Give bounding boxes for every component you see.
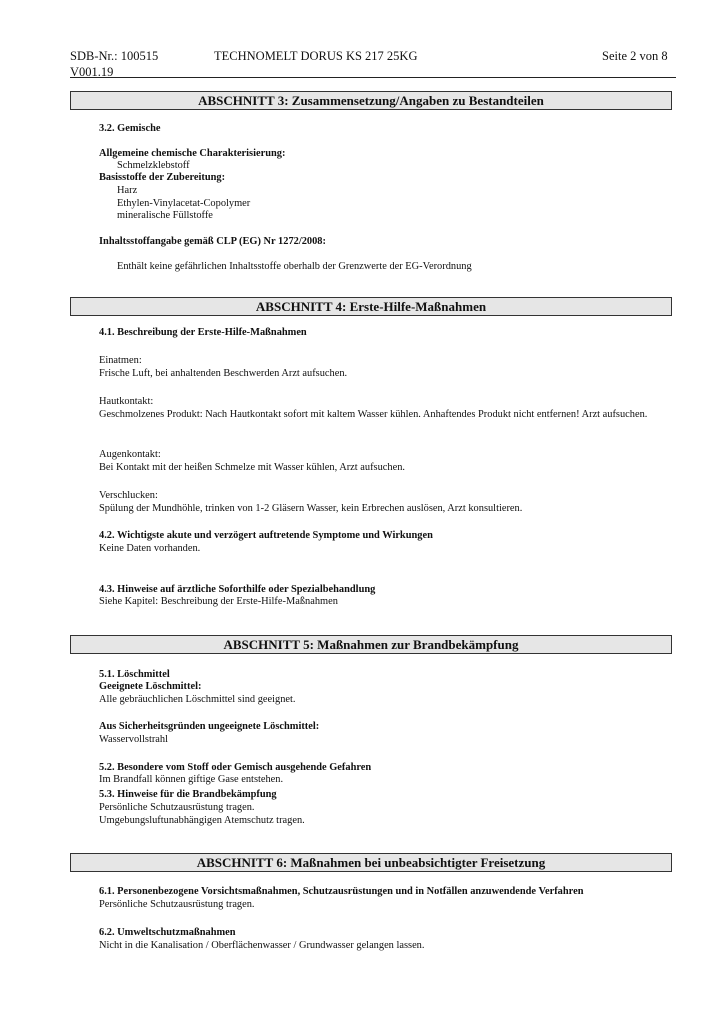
suitable-extinguishing-label: Geeignete Löschmittel: xyxy=(99,681,202,692)
clp-ingredients-label: Inhaltsstoffangabe gemäß CLP (EG) Nr 1272/2008: xyxy=(99,236,326,247)
skin-contact-label: Hautkontakt: xyxy=(99,396,154,407)
base-substances-label: Basisstoffe der Zubereitung: xyxy=(99,172,226,183)
unsuitable-extinguishing-text: Wasservollstrahl xyxy=(99,734,168,745)
doc-version: V001.19 xyxy=(70,65,114,79)
header-rule xyxy=(70,77,676,78)
inhalation-label: Einatmen: xyxy=(99,355,142,366)
medical-attention-text: Siehe Kapitel: Beschreibung der Erste-Hilfe-Maßnahmen xyxy=(99,596,338,607)
subsection-4-1-heading: 4.1. Beschreibung der Erste-Hilfe-Maßnahmen xyxy=(99,327,307,338)
doc-number: SDB-Nr.: 100515 xyxy=(70,49,159,63)
unsuitable-extinguishing-label: Aus Sicherheitsgründen ungeeignete Löschmittel: xyxy=(99,721,320,732)
skin-contact-text: Geschmolzenes Produkt: Nach Hautkontakt sofort mit kaltem Wasser kühlen. Anhaftendes Produkt nicht entfernen! Arzt aufsuchen. xyxy=(99,409,648,420)
ingestion-text: Spülung der Mundhöhle, trinken von 1-2 Gläsern Wasser, kein Erbrechen auslösen, Arzt konsultieren. xyxy=(99,503,523,514)
firefighting-advice-text-2: Umgebungsluftunabhängigen Atemschutz tragen. xyxy=(99,815,305,826)
subsection-4-3-heading: 4.3. Hinweise auf ärztliche Soforthilfe oder Spezialbehandlung xyxy=(99,584,376,595)
product-name: TECHNOMELT DORUS KS 217 25KG xyxy=(214,49,418,63)
eye-contact-text: Bei Kontakt mit der heißen Schmelze mit Wasser kühlen, Arzt aufsuchen. xyxy=(99,462,405,473)
ingestion-label: Verschlucken: xyxy=(99,490,158,501)
subsection-3-2-heading: 3.2. Gemische xyxy=(99,123,161,134)
subsection-5-2-heading: 5.2. Besondere vom Stoff oder Gemisch ausgehende Gefahren xyxy=(99,762,372,773)
section-3-heading: ABSCHNITT 3: Zusammensetzung/Angaben zu Bestandteilen xyxy=(70,91,672,110)
page-number: Seite 2 von 8 xyxy=(602,49,668,63)
personal-precautions-text: Persönliche Schutzausrüstung tragen. xyxy=(99,899,255,910)
subsection-6-2-heading: 6.2. Umweltschutzmaßnahmen xyxy=(99,927,236,938)
base-substance-item: Harz xyxy=(117,185,138,196)
base-substance-item: mineralische Füllstoffe xyxy=(117,210,213,221)
chemical-characterization-label: Allgemeine chemische Charakterisierung: xyxy=(99,148,286,159)
section-4-heading: ABSCHNITT 4: Erste-Hilfe-Maßnahmen xyxy=(70,297,672,316)
section-5-heading: ABSCHNITT 5: Maßnahmen zur Brandbekämpfung xyxy=(70,635,672,654)
section-6-heading: ABSCHNITT 6: Maßnahmen bei unbeabsichtigter Freisetzung xyxy=(70,853,672,872)
subsection-5-3-heading: 5.3. Hinweise für die Brandbekämpfung xyxy=(99,789,277,800)
subsection-4-2-heading: 4.2. Wichtigste akute und verzögert auftretende Symptome und Wirkungen xyxy=(99,530,433,541)
firefighting-advice-text-1: Persönliche Schutzausrüstung tragen. xyxy=(99,802,255,813)
subsection-6-1-heading: 6.1. Personenbezogene Vorsichtsmaßnahmen, Schutzausrüstungen und in Notfällen anzuwendende Verfahren xyxy=(99,886,584,897)
base-substance-item: Ethylen-Vinylacetat-Copolymer xyxy=(117,198,251,209)
subsection-5-1-heading: 5.1. Löschmittel xyxy=(99,669,170,680)
eye-contact-label: Augenkontakt: xyxy=(99,449,161,460)
inhalation-text: Frische Luft, bei anhaltenden Beschwerden Arzt aufsuchen. xyxy=(99,368,348,379)
special-hazards-text: Im Brandfall können giftige Gase entstehen. xyxy=(99,774,284,785)
chemical-characterization-value: Schmelzklebstoff xyxy=(117,160,190,171)
symptoms-text: Keine Daten vorhanden. xyxy=(99,543,201,554)
clp-ingredients-text: Enthält keine gefährlichen Inhaltsstoffe oberhalb der Grenzwerte der EG-Verordnung xyxy=(117,261,472,272)
environmental-precautions-text: Nicht in die Kanalisation / Oberflächenwasser / Grundwasser gelangen lassen. xyxy=(99,940,425,951)
suitable-extinguishing-text: Alle gebräuchlichen Löschmittel sind geeignet. xyxy=(99,694,296,705)
